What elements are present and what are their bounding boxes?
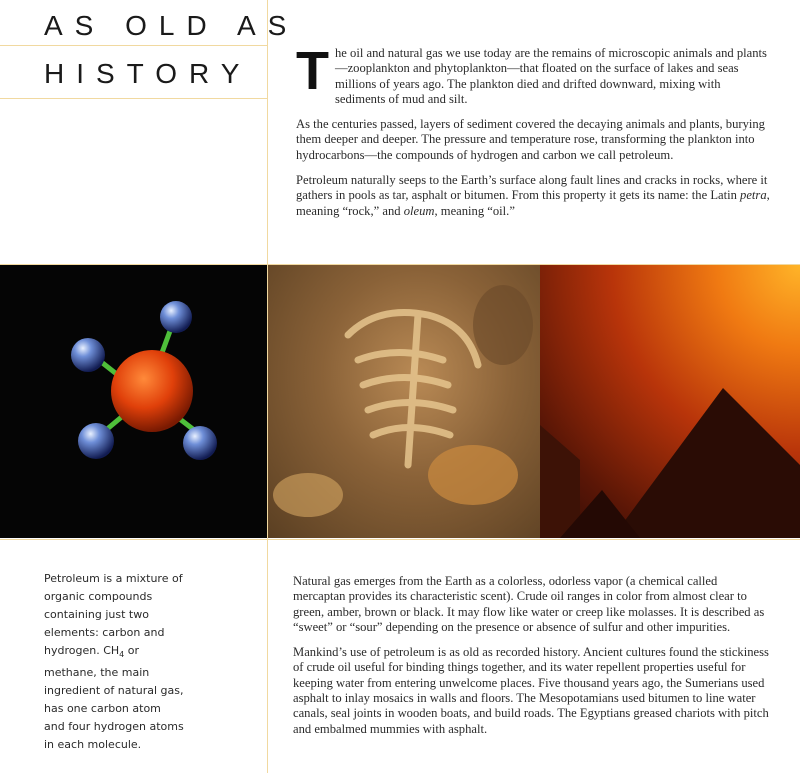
body-text [293,574,769,747]
photo-rule-bottom [0,539,800,540]
title-rule-bottom [0,98,267,99]
body-paragraph-1: Natural gas emerges from the Earth as a colorless, odorless vapor (a chemical called mercaptan provides its characteristic scent). Crude oil ranges in color from almost clear to green, amber, brown or black. It may flow like water or creep like molasses. It is described as “sweet” or “sour” depending on the presence or absence of sulfur and other impurities. [293,574,765,634]
methane-molecule-illustration [0,265,267,538]
caption-part-a: Petroleum is a mixture of organic compounds containing just two elements: carbon and hydrogen. CH [44,572,183,657]
caption-part-b: or methane, the main ingredient of natural gas, has one carbon atom and four hydrogen atoms in each molecule. [44,644,184,752]
caption-text [44,570,184,754]
pyramids-sunset-photo [540,265,800,538]
intro-paragraph-1-text: he oil and natural gas we use today are the remains of microscopic animals and plants—zooplankton and phytoplankton—that floated on the surface of lakes and seas millions of years ago. The plankton died and drifted downward, mixing with sediments of mud and silt. [335,46,767,106]
hydrogen-atom [78,423,114,459]
fossil-illustration [268,265,540,538]
molecule-caption [44,570,184,754]
hydrogen-atom [160,301,192,333]
intro-paragraph-2: As the centuries passed, layers of sediment covered the decaying animals and plants, burying them deeper and deeper. The pressure and temperature rose, transforming the plankton into hydrocarbons—the compounds of hydrogen and carbon we call petroleum. [296,117,765,162]
title-line-1: AS OLD AS [44,10,299,41]
hydrogen-atom [71,338,105,372]
latin-oleum: oleum [403,203,435,218]
hydrogen-atom [183,426,217,460]
intro-paragraph-3 [296,173,770,219]
carbon-atom [111,350,193,432]
latin-petra: petra [740,188,767,203]
photo-strip [0,265,800,538]
methane-molecule-photo [0,265,267,538]
drop-cap: T [296,41,329,101]
pyramids-illustration [540,265,800,538]
body-paragraph-2: Mankind’s use of petroleum is as old as recorded history. Ancient cultures found the stickiness of crude oil useful for binding things together, and its water repellent properties useful for keeping water from entering unwelcome places. Five thousand years ago, the Sumerians used asphalt to inlay mosaics in walls and floors. The Mesopotamians used bitumen to line water canals, seal joints in wooden boats, and build roads. The Egyptians greased chariots with pitch and embalmed mummies with asphalt. [293,645,769,736]
title-rule-top [0,45,267,46]
title-line-2: HISTORY [44,58,252,89]
intro-paragraph-1 [296,41,770,107]
fossil-skeleton-photo [268,265,540,538]
intro-p3-a: Petroleum naturally seeps to the Earth’s surface along fault lines and cracks in rocks, where it gathers in pools as tar, asphalt or bitumen. From this property it gets its name: the Latin [296,173,768,203]
intro-p3-b: , meaning “rock,” and [296,188,770,218]
caption-subscript: 4 [119,650,125,660]
intro-p3-c: , meaning “oil.” [434,203,515,218]
intro-text [296,41,770,229]
